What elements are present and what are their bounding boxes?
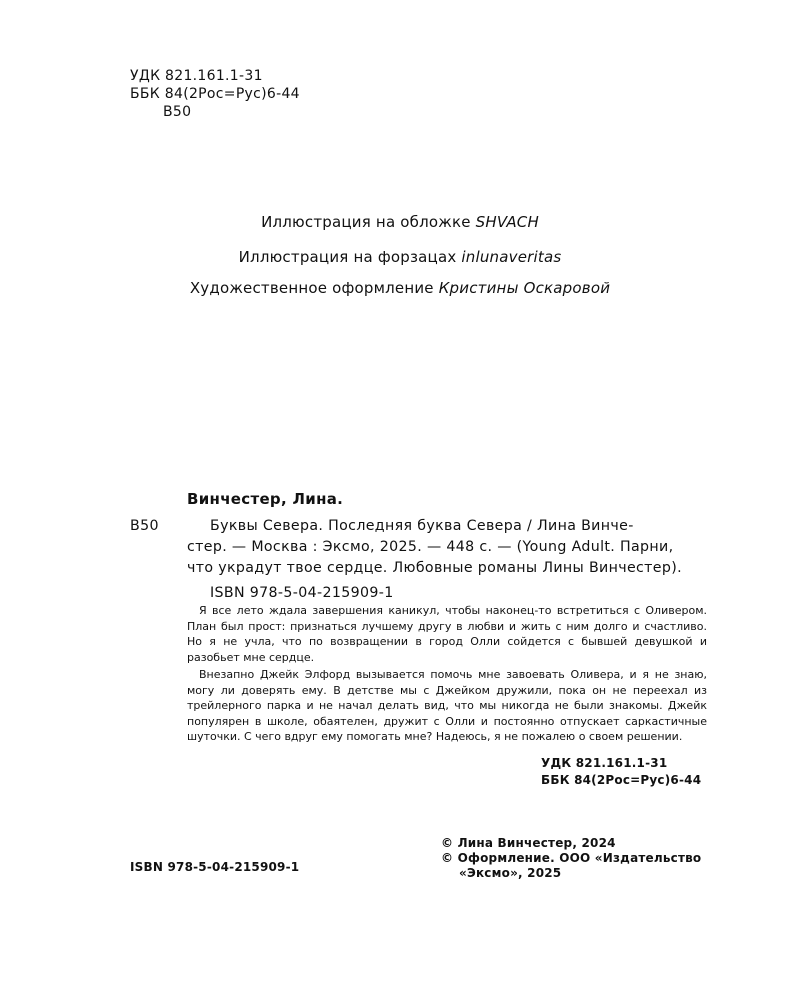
biblio-isbn: ISBN 978-5-04-215909-1 — [210, 585, 394, 601]
copyright-design-line-2: «Эксмо», 2025 — [459, 866, 562, 880]
annotation — [187, 603, 707, 745]
bottom-bbk-code: ББК 84(2Рос=Рус)6-44 — [541, 773, 702, 787]
cover-credit-name: SHVACH — [475, 213, 539, 231]
cover-illustration-credit — [0, 213, 800, 231]
endpapers-illustration-credit — [0, 248, 800, 266]
annotation-paragraph: Я все лето ждала завершения каникул, чтобы наконец-то встретиться с Оливером. План был прост: признаться лучшему другу в любви и жить с ним долго и счастливо. Но я не учла, что по возвращении в город Олли сойдется с бывшей девушкой и разобьет мне сердце. — [187, 604, 707, 664]
design-credit — [0, 279, 800, 297]
annotation-paragraph: Внезапно Джейк Элфорд вызывается помочь мне завоевать Оливера, и я не знаю, могу ли доверять ему. В детстве мы с Джейком дружили, пока он не переехал из трейлерного парка и не начал делать вид, что мы никогда не были знакомы. Джейк популярен в школе, обаятелен, дружит с Олли и постоянно отпускает саркастичные шуточки. С чего вдруг ему помогать мне? Надеюсь, я не пожалею о своем решении. — [187, 668, 707, 743]
biblio-line-2: стер. — Москва : Эксмо, 2025. — 448 с. — (Young Adult. Парни, — [187, 539, 674, 555]
udk-code: УДК 821.161.1-31 — [130, 68, 263, 84]
cover-credit-label: Иллюстрация на обложке — [261, 213, 471, 231]
biblio-line-3: что украдут твое сердце. Любовные романы Лины Винчестер). — [187, 560, 682, 576]
endpapers-credit-name: inlunaveritas — [461, 248, 562, 266]
bottom-udk-code: УДК 821.161.1-31 — [541, 756, 668, 770]
design-credit-name: Кристины Оскаровой — [438, 279, 611, 297]
biblio-line-1: Буквы Севера. Последняя буква Севера / Лина Винче- — [210, 518, 634, 534]
bbk-code: ББК 84(2Рос=Рус)6-44 — [130, 86, 300, 102]
footer-isbn: ISBN 978-5-04-215909-1 — [130, 860, 300, 874]
author-heading: Винчестер, Лина. — [187, 490, 344, 508]
copyright-design-line-1: © Оформление. ООО «Издательство — [441, 851, 702, 865]
biblio-author-mark: В50 — [130, 518, 159, 534]
copyright-author: © Лина Винчестер, 2024 — [441, 836, 616, 850]
author-mark: В50 — [163, 104, 192, 120]
endpapers-credit-label: Иллюстрация на форзацах — [238, 248, 457, 266]
design-credit-label: Художественное оформление — [189, 279, 434, 297]
